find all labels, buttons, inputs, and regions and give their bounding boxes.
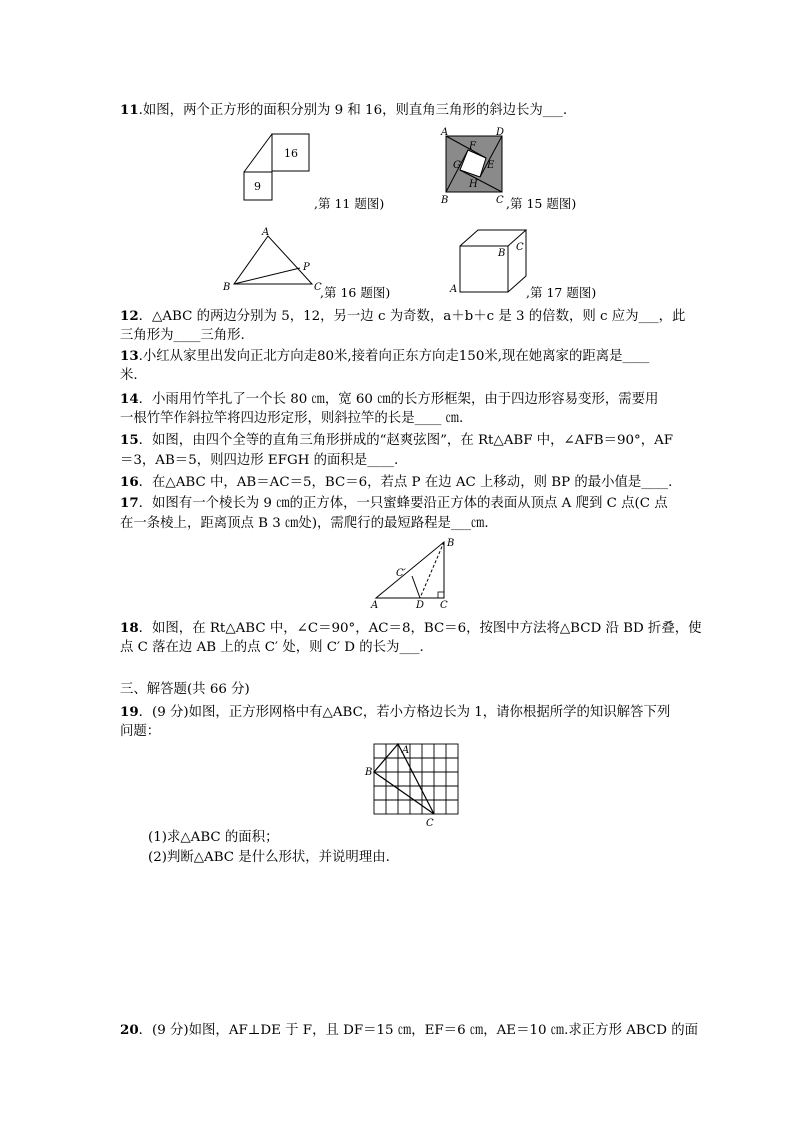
- fig18-fold-line: [420, 542, 444, 598]
- fig11-hypotenuse: [244, 134, 272, 172]
- fig18-triangle: [376, 542, 444, 598]
- q19-text-1: ．(9 分)如图，正方形网格中有△ABC，若小方格边长为 1，请你根据所学的知识解答下列: [138, 705, 671, 720]
- q13-line2: 米.: [120, 368, 138, 383]
- fig17-label-b: B: [498, 248, 506, 259]
- fig18-segment-cpd: [412, 576, 420, 598]
- fig15-caption: ,第 15 题图): [506, 196, 577, 211]
- q11-number: 11: [120, 102, 139, 118]
- fig17-label-c: C: [516, 242, 524, 253]
- q11-text: .如图，两个正方形的面积分别为 9 和 16，则直角三角形的斜边长为___.: [138, 103, 568, 118]
- figure-19: [362, 738, 466, 830]
- q16-line: [120, 472, 672, 493]
- q15-line1: [120, 430, 673, 451]
- q13-text-1: .小红从家里出发向正北方向走80米,接着向正东方向走150米,现在她离家的距离是____: [138, 349, 650, 364]
- q14-text-1: ．小雨用竹竿扎了一个长 80 ㎝，宽 60 ㎝的长方形框架，由于四边形容易变形，需要用: [138, 392, 659, 407]
- figure-18: [366, 534, 462, 612]
- fig18-label-d: D: [416, 600, 425, 611]
- figure-16: [222, 226, 326, 296]
- figure-15: [436, 126, 512, 210]
- fig16-label-c: C: [314, 282, 322, 293]
- q14-line1: [120, 389, 658, 410]
- q17-number: 17: [120, 495, 139, 511]
- fig15-label-a: A: [441, 127, 449, 138]
- fig11-label-small: 9: [254, 180, 261, 193]
- fig17-label-a: A: [450, 284, 458, 295]
- fig16-triangle: [234, 236, 312, 284]
- fig19-label-b: B: [365, 767, 373, 778]
- q18-text-1: ．如图，在 Rt△ABC 中，∠C＝90°，AC＝8，BC＝6，按图中方法将△BCD 沿 BD 折叠，使: [138, 621, 702, 636]
- q19-line2: 问题：: [120, 724, 161, 739]
- q20-line: [120, 1020, 698, 1041]
- fig11-caption: ,第 11 题图): [314, 196, 385, 211]
- q18-number: 18: [120, 620, 139, 636]
- q20-text: ．(9 分)如图，AF⊥DE 于 F，且 DF＝15 ㎝，EF＝6 ㎝，AE＝10 ㎝.求正方形 ABCD 的面: [138, 1023, 698, 1038]
- fig16-caption: ,第 16 题图): [320, 285, 391, 300]
- figure-17: [448, 226, 534, 298]
- fig18-label-cprime: C′: [396, 568, 406, 579]
- q16-text: ．在△ABC 中，AB＝AC＝5，BC＝6，若点 P 在边 AC 上移动，则 BP 的最小值是____.: [138, 475, 673, 490]
- fig18-label-c: C: [440, 600, 448, 611]
- q17-text-1: ．如图有一个棱长为 9 ㎝的正方体，一只蜜蜂要沿正方体的表面从顶点 A 爬到 C 点(C 点: [138, 496, 668, 511]
- q13-number: 13: [120, 348, 139, 364]
- q11-line: [120, 100, 567, 121]
- q19-sub1: (1)求△ABC 的面积；: [148, 830, 279, 845]
- q18-line1: [120, 618, 702, 639]
- q12-number: 12: [120, 308, 139, 324]
- fig15-label-b: B: [441, 195, 449, 206]
- fig15-label-f: F: [469, 141, 476, 152]
- q14-line2: 一根竹竿作斜拉竿将四边形定形，则斜拉竿的长是____ ㎝.: [120, 411, 464, 426]
- fig15-label-e: E: [487, 160, 495, 171]
- fig19-label-c: C: [426, 818, 434, 829]
- fig18-label-a: A: [371, 600, 379, 611]
- q17-line1: [120, 493, 668, 514]
- q15-number: 15: [120, 432, 139, 448]
- fig15-label-c: C: [496, 195, 504, 206]
- q12-line1: [120, 306, 685, 327]
- q17-line2: 在一条棱上，距离顶点 B 3 ㎝处)，需爬行的最短路程是___㎝.: [120, 516, 489, 531]
- fig17-caption: ,第 17 题图): [526, 285, 597, 300]
- q19-number: 19: [120, 704, 139, 720]
- fig18-right-angle: [438, 592, 444, 598]
- q18-line2: 点 C 落在边 AB 上的点 C′ 处，则 C′ D 的长为___.: [120, 640, 424, 655]
- q14-number: 14: [120, 391, 139, 407]
- fig11-label-big: 16: [284, 147, 298, 160]
- fig19-label-a: A: [402, 745, 410, 756]
- q12-text-1: ．△ABC 的两边分别为 5，12，另一边 c 为奇数，a＋b＋c 是 3 的倍数，则 c 应为___，此: [138, 309, 686, 324]
- section-3-heading: 三、解答题(共 66 分): [120, 682, 250, 697]
- fig15-label-g: G: [453, 160, 461, 171]
- q15-text-1: ．如图，由四个全等的直角三角形拼成的“赵爽弦图”，在 Rt△ABF 中，∠AFB＝90°，AF: [138, 433, 674, 448]
- q20-number: 20: [120, 1022, 139, 1038]
- fig16-label-a: A: [262, 227, 270, 238]
- q12-line2: 三角形为____三角形.: [120, 328, 245, 343]
- q13-line1: [120, 346, 649, 367]
- fig17-side-face: [508, 230, 526, 292]
- figure-11: [236, 130, 316, 206]
- fig15-label-d: D: [496, 127, 505, 138]
- fig18-label-b: B: [447, 538, 455, 549]
- q15-line2: ＝3，AB＝5，则四边形 EFGH 的面积是____.: [120, 453, 399, 468]
- q19-line1: [120, 702, 670, 723]
- fig16-label-p: P: [303, 262, 310, 273]
- fig15-label-h: H: [469, 179, 478, 190]
- fig16-label-b: B: [223, 282, 231, 293]
- q19-sub2: (2)判断△ABC 是什么形状，并说明理由.: [148, 850, 390, 865]
- q16-number: 16: [120, 474, 139, 490]
